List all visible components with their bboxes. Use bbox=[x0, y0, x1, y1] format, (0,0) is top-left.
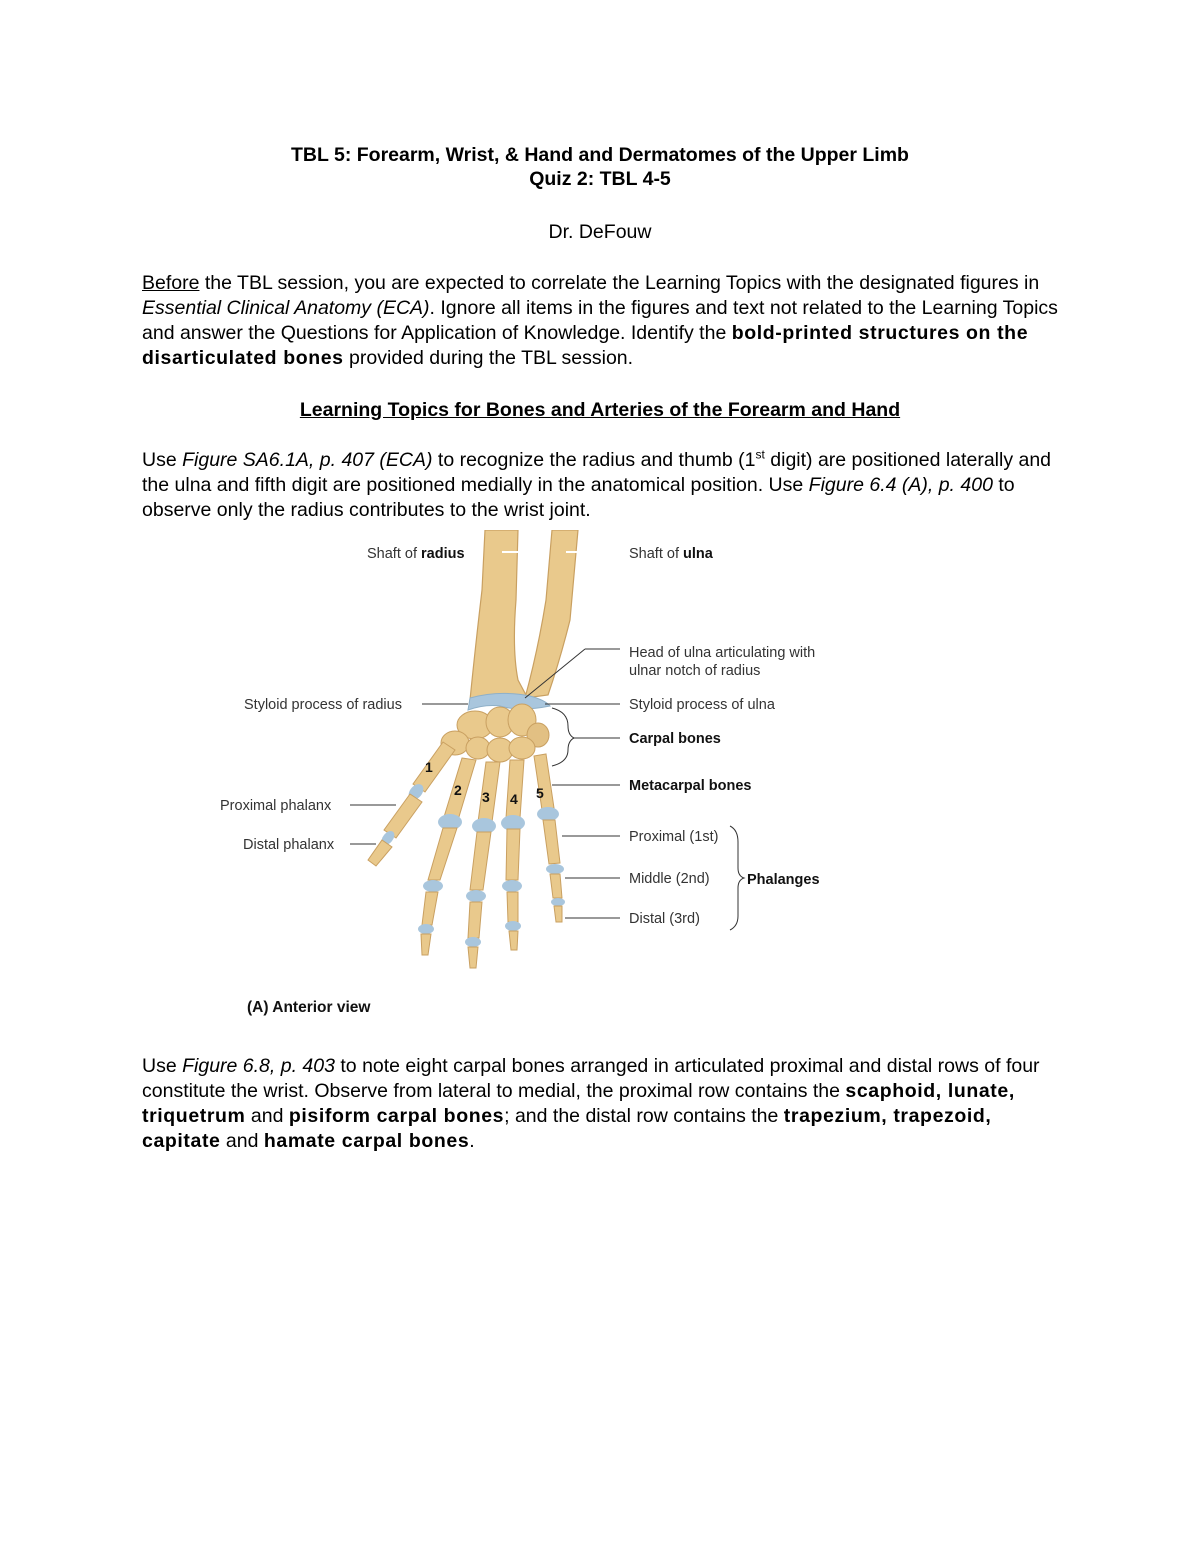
distal-3rd-label: Distal (3rd) bbox=[629, 911, 700, 927]
figure-ref-64a: Figure 6.4 (A), p. 400 bbox=[808, 474, 993, 496]
hamate-bones: hamate carpal bones bbox=[263, 1130, 470, 1152]
digit-number: 1 bbox=[425, 759, 433, 775]
book-title: Essential Clinical Anatomy (ECA) bbox=[142, 297, 430, 319]
para3-text-6: . bbox=[469, 1130, 475, 1152]
document-title: TBL 5: Forearm, Wrist, & Hand and Dermatomes of the Upper Limb bbox=[291, 144, 909, 166]
styloid-ulna-label: Styloid process of ulna bbox=[629, 697, 775, 713]
hand-bones-figure bbox=[200, 530, 840, 1030]
carpal-bone bbox=[466, 737, 490, 759]
finger-4-proximal bbox=[506, 829, 520, 880]
para3-text-3: and bbox=[245, 1105, 289, 1127]
finger-5-middle bbox=[550, 874, 562, 898]
cartilage-cap bbox=[423, 880, 443, 892]
middle-2nd-label: Middle (2nd) bbox=[629, 871, 710, 887]
metacarpal-4 bbox=[506, 760, 524, 818]
intro-text-3: provided during the TBL session. bbox=[343, 347, 634, 369]
figure-ref-sa61a: Figure SA6.1A, p. 407 (ECA) bbox=[182, 449, 433, 471]
cartilage-cap bbox=[466, 890, 486, 902]
cartilage-cap bbox=[418, 924, 434, 934]
finger-4 bbox=[501, 760, 525, 950]
styloid-radius-label: Styloid process of radius bbox=[244, 697, 402, 713]
cartilage-cap bbox=[505, 921, 521, 931]
para2-text-1: Use bbox=[142, 449, 183, 471]
radius-shaft bbox=[470, 530, 526, 700]
para3-text-5: and bbox=[220, 1130, 264, 1152]
intro-text-2: . Ignore all items in the figures and text not related to the Learning Topics and answer the Questions for Application of Knowledge. Identify the bbox=[142, 297, 1058, 344]
shaft-ulna-label: Shaft of ulna bbox=[629, 546, 713, 562]
cartilage-cap bbox=[465, 937, 481, 947]
distal-row-bones: trapezium, trapezoid, capitate bbox=[142, 1105, 992, 1152]
para2-text-4: to observe only the radius contributes to the wrist joint. bbox=[142, 474, 1015, 521]
quiz-subtitle: Quiz 2: TBL 4-5 bbox=[529, 168, 671, 190]
finger-3-proximal bbox=[470, 832, 491, 890]
section-heading: Learning Topics for Bones and Arteries of the Forearm and Hand bbox=[299, 399, 901, 421]
digit-number: 5 bbox=[536, 785, 544, 801]
intro-paragraph bbox=[142, 271, 1072, 371]
digit-number: 3 bbox=[482, 789, 490, 805]
carpal-paragraph bbox=[142, 1054, 1072, 1154]
finger-2-distal bbox=[421, 934, 431, 955]
digit-number: 2 bbox=[454, 782, 462, 798]
phalanges-label: Phalanges bbox=[747, 872, 820, 888]
finger-4-middle bbox=[507, 892, 518, 922]
finger-2-middle bbox=[422, 892, 438, 925]
finger-2-proximal bbox=[428, 828, 457, 880]
intro-text-1: the TBL session, you are expected to correlate the Learning Topics with the designated figures in bbox=[199, 272, 1040, 294]
distal-phalanx-label: Distal phalanx bbox=[243, 837, 335, 853]
finger-5-proximal bbox=[543, 820, 560, 864]
ulna-shaft bbox=[525, 530, 578, 698]
para3-text-1: Use bbox=[142, 1055, 183, 1077]
author-name: Dr. DeFouw bbox=[548, 221, 652, 243]
cartilage-cap bbox=[502, 880, 522, 892]
figure-ref-68: Figure 6.8, p. 403 bbox=[182, 1055, 335, 1077]
intro-bold-phrase: bold-printed structures on the disarticulated bones bbox=[142, 322, 1029, 369]
proximal-1st-label: Proximal (1st) bbox=[629, 829, 719, 845]
cartilage-cap bbox=[551, 898, 565, 906]
para3-text-4: ; and the distal row contains the bbox=[504, 1105, 784, 1127]
proximal-row-bones: scaphoid, lunate, triquetrum bbox=[142, 1080, 1015, 1127]
figure-intro-paragraph bbox=[142, 448, 1072, 523]
figure-caption: (A) Anterior view bbox=[247, 999, 371, 1016]
superscript-st: st bbox=[755, 447, 765, 462]
metacarpal-bones-label: Metacarpal bones bbox=[629, 778, 752, 794]
carpal-bones-label: Carpal bones bbox=[629, 731, 721, 747]
carpal-bones bbox=[441, 704, 549, 762]
finger-5 bbox=[534, 754, 565, 922]
para2-text-2: to recognize the radius and thumb (1 bbox=[432, 449, 756, 471]
digit-number: 4 bbox=[510, 791, 518, 807]
para2-text-3: digit) are positioned laterally and the ulna and fifth digit are positioned medially in the anatomical position. Use bbox=[142, 449, 1052, 496]
head-ulna-label-line1: Head of ulna articulating with bbox=[629, 645, 816, 661]
finger-3-middle bbox=[468, 902, 482, 938]
head-ulna-label-line2: ulnar notch of radius bbox=[629, 663, 761, 679]
finger-3-distal bbox=[468, 947, 478, 968]
before-word: Before bbox=[142, 272, 200, 294]
pisiform-bones: pisiform carpal bones bbox=[288, 1105, 505, 1127]
para3-text-2: to note eight carpal bones arranged in articulated proximal and distal rows of four constitute the wrist. Observe from lateral to medial, the proximal row contains the bbox=[142, 1055, 1040, 1102]
shaft-radius-label: Shaft of radius bbox=[367, 546, 465, 562]
forearm-bones bbox=[468, 530, 578, 710]
cartilage-cap bbox=[537, 807, 559, 821]
proximal-phalanx-label: Proximal phalanx bbox=[220, 798, 332, 814]
finger-4-distal bbox=[509, 931, 518, 950]
metacarpal-5 bbox=[534, 754, 554, 810]
finger-5-distal bbox=[554, 906, 562, 922]
carpal-bone bbox=[509, 737, 535, 759]
cartilage-cap bbox=[546, 864, 564, 874]
